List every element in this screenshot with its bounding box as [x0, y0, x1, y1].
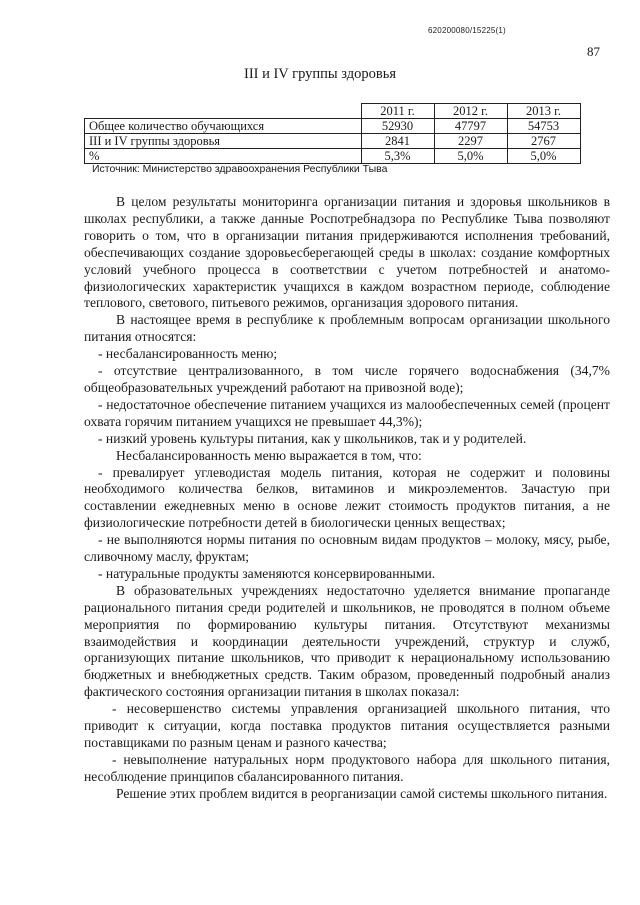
- table-cell: 2297: [434, 134, 507, 149]
- paragraph: Решение этих проблем видится в реорганизации самой системы школьного питания.: [116, 785, 608, 801]
- body-text: [84, 194, 610, 803]
- table-row: [85, 134, 581, 149]
- list-item: - отсутствие централизованного, в том числе горячего водоснабжения (34,7% общеобразовательных учреждений работают на привозной воде);: [84, 363, 610, 395]
- list-item: - недостаточное обеспечение питанием учащихся из малообеспеченных семей (процент охвата горячим питанием учащихся не превышает 44,3%);: [84, 396, 610, 429]
- list-item: - несбалансированность меню;: [98, 346, 278, 362]
- table-cell: 52930: [361, 119, 434, 134]
- paragraph: Несбалансированность меню выражается в том, что:: [116, 447, 422, 463]
- table-title: III и IV группы здоровья: [243, 66, 397, 82]
- list-item: - невыполнение натуральных норм продуктового набора для школьного питания, несоблюдение принципов сбалансированного питания.: [84, 751, 610, 784]
- paragraph: В настоящее время в республике к проблемным вопросам организации школьного питания относятся:: [84, 312, 610, 345]
- table-source-note: Источник: Министерство здравоохранения Республики Тыва: [92, 163, 388, 175]
- column-header-2013: 2013 г.: [507, 104, 580, 119]
- table-cell: 2841: [361, 134, 434, 149]
- paragraph: В целом результаты мониторинга организации питания и здоровья школьников в школах республики, а также данные Роспотребнадзора по Республике Тыва позволяют говорить о том, что в организации питания придерживаются исполнения требований, обеспечивающих создание здоровьесберегающей среды в школах: создание комфортных условий учебного процесса в соответствии с учетом потребностей и анатомо-физиологических характеристик учащихся в каждом возрастном периоде, соблюдение теплового, светового, питьевого режимов, организация здорового питания.: [84, 194, 610, 311]
- list-item: - несовершенство системы управления организацией школьного питания, что приводит к ситуации, когда поставка продуктов питания осуществляется разными поставщиками по разным ценам и разного качества;: [84, 701, 610, 750]
- row-label: Общее количество обучающихся: [85, 119, 362, 134]
- table-cell: 5,0%: [507, 149, 580, 164]
- table-row: [85, 119, 581, 134]
- column-header-2011: 2011 г.: [361, 104, 434, 119]
- list-item: - превалирует углеводистая модель питания, которая не содержит и половины необходимого количества белков, витаминов и микроэлементов. Зачастую при составлении ежедневных меню в основе лежит стоимость продуктов питания, а не физиологические потребности детей в биологически ценных веществах;: [84, 464, 610, 531]
- list-item: - не выполняются нормы питания по основным видам продуктов – молоку, мясу, рыбе, сливочному маслу, фруктам;: [84, 532, 610, 565]
- table-row: [85, 149, 581, 164]
- paragraph: В образовательных учреждениях недостаточно уделяется внимание пропаганде рационального питания среди родителей и школьников, не проводятся в полном объеме мероприятия по формированию культуры питания. Отсутствуют механизмы взаимодействия и координации деятельности учреждений, структур и служб, организующих питание школьников, что приводит к нерациональному использованию бюджетных и внебюджетных средств. Таким образом, проведенный подробный анализ фактического состояния организации питания в школах показал:: [84, 582, 610, 700]
- table-cell: 5,3%: [361, 149, 434, 164]
- column-header-2012: 2012 г.: [434, 104, 507, 119]
- list-item: - натуральные продукты заменяются консервированными.: [98, 565, 436, 581]
- table-cell: 47797: [434, 119, 507, 134]
- table-header-row: [85, 104, 581, 119]
- row-label: %: [85, 149, 362, 164]
- health-groups-table: [84, 103, 581, 164]
- table-cell: 5,0%: [434, 149, 507, 164]
- row-label: III и IV группы здоровья: [85, 134, 362, 149]
- document-id: 620200080/15225(1): [428, 26, 506, 35]
- table-cell: 2767: [507, 134, 580, 149]
- table-cell: 54753: [507, 119, 580, 134]
- page-number: 87: [587, 44, 600, 59]
- list-item: - низкий уровень культуры питания, как у школьников, так и у родителей.: [98, 430, 527, 446]
- table-corner-cell: [85, 104, 362, 119]
